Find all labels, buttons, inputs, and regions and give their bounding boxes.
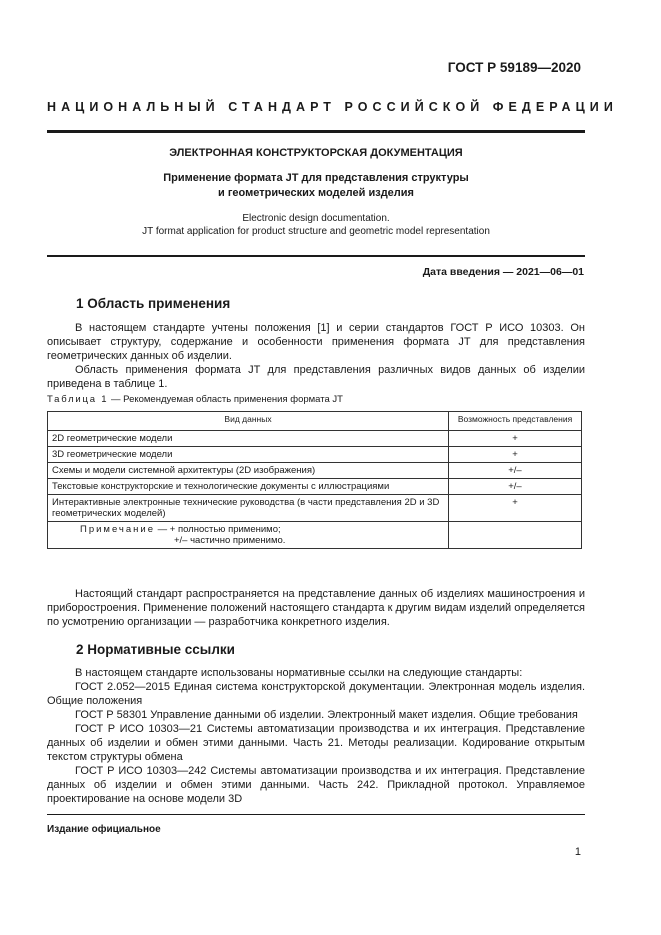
note-label: Примечание xyxy=(80,524,155,535)
table-row xyxy=(48,495,582,522)
data-kind-cell: 2D геометрические модели xyxy=(48,431,449,447)
capability-cell: + xyxy=(449,431,582,447)
reference-item: ГОСТ Р 58301 Управление данными об изделии. Электронный макет изделия. Общие требования xyxy=(75,709,578,721)
table-caption-label: Таблица 1 xyxy=(47,394,109,405)
table-header-row xyxy=(48,412,582,431)
table-row xyxy=(48,479,582,495)
data-kind-cell: Схемы и модели системной архитектуры (2D изображения) xyxy=(48,463,449,479)
note-empty-cell xyxy=(449,522,582,549)
page-number: 1 xyxy=(574,846,581,858)
table-row xyxy=(48,431,582,447)
section-1-intro xyxy=(47,321,585,391)
table-caption-text: — Рекомендуемая область применения формата JT xyxy=(108,394,343,405)
capability-cell: +/– xyxy=(449,479,582,495)
english-title-line-1: Electronic design documentation. xyxy=(242,213,390,224)
column-header-capability: Возможность представления xyxy=(449,412,582,431)
capability-cell: + xyxy=(449,495,582,522)
title-divider xyxy=(47,255,585,257)
section-1-scope xyxy=(47,587,585,629)
table-row xyxy=(48,447,582,463)
data-kind-cell: 3D геометрические модели xyxy=(48,447,449,463)
english-title xyxy=(47,212,585,238)
footer-divider xyxy=(47,814,585,815)
document-subtitle xyxy=(47,171,585,201)
reference-item: ГОСТ Р ИСО 10303—242 Системы автоматизации производства и их интеграция. Представление данных об изделии и обмен этими данными. Часть 242. Прикладной протокол. Управляемое проектирование на основе модели 3D xyxy=(47,765,585,805)
data-kind-cell: Текстовые конструкторские и технологические документы с иллюстрациями xyxy=(48,479,449,495)
paragraph: Область применения формата JT для представления различных видов данных об изделии приведена в таблице 1. xyxy=(47,364,585,390)
paragraph: В настоящем стандарте использованы нормативные ссылки на следующие стандарты: xyxy=(75,667,523,679)
document-code: ГОСТ Р 59189—2020 xyxy=(447,60,581,75)
capability-cell: + xyxy=(449,447,582,463)
english-title-line-2: JT format application for product structure and geometric model representation xyxy=(142,226,490,237)
table-caption xyxy=(47,394,343,405)
subtitle-line-2: и геометрических моделей изделия xyxy=(218,187,414,199)
capability-cell: +/– xyxy=(449,463,582,479)
standard-name: НАЦИОНАЛЬНЫЙ СТАНДАРТ РОССИЙСКОЙ ФЕДЕРАЦИИ xyxy=(47,100,618,114)
table-note-row xyxy=(48,522,582,549)
data-kind-cell: Интерактивные электронные технические руководства (в части представления 2D и 3D геометрических моделей) xyxy=(48,495,449,522)
reference-item: ГОСТ Р ИСО 10303—21 Системы автоматизации производства и их интеграция. Представление данных об изделии и обмен этими данными. Часть 21. Методы реализации. Кодирование открытым текстом структуры обмена xyxy=(47,723,585,763)
table-note xyxy=(48,522,449,549)
section-2-references xyxy=(47,666,585,806)
header-divider xyxy=(47,130,585,133)
paragraph: Настоящий стандарт распространяется на представление данных об изделиях машиностроения и приборостроения. Применение положений настоящего стандарта к другим видам изделий определяется по усмотрению организации — разработчика конкретного изделия. xyxy=(47,588,585,628)
section-2-heading: 2 Нормативные ссылки xyxy=(76,642,235,657)
reference-item: ГОСТ 2.052—2015 Единая система конструкторской документации. Электронная модель изделия. Общие положения xyxy=(47,681,585,707)
section-1-heading: 1 Область применения xyxy=(76,296,231,311)
jt-application-table xyxy=(47,411,582,549)
document-title: ЭЛЕКТРОННАЯ КОНСТРУКТОРСКАЯ ДОКУМЕНТАЦИЯ xyxy=(169,147,463,159)
table-row xyxy=(48,463,582,479)
column-header-data-kind: Вид данных xyxy=(48,412,449,431)
introduction-date: Дата введения — 2021—06—01 xyxy=(422,266,584,278)
note-line-2: +/– частично применимо. xyxy=(174,535,286,546)
subtitle-line-1: Применение формата JT для представления структуры xyxy=(163,172,469,184)
official-edition-label: Издание официальное xyxy=(47,824,161,835)
paragraph: В настоящем стандарте учтены положения [1] и серии стандартов ГОСТ Р ИСО 10303. Он описывает структуру, содержание и особенности применения формата JT для представления геометрических данных об изделии. xyxy=(47,322,585,362)
note-line-1: — + полностью применимо; xyxy=(155,524,281,535)
